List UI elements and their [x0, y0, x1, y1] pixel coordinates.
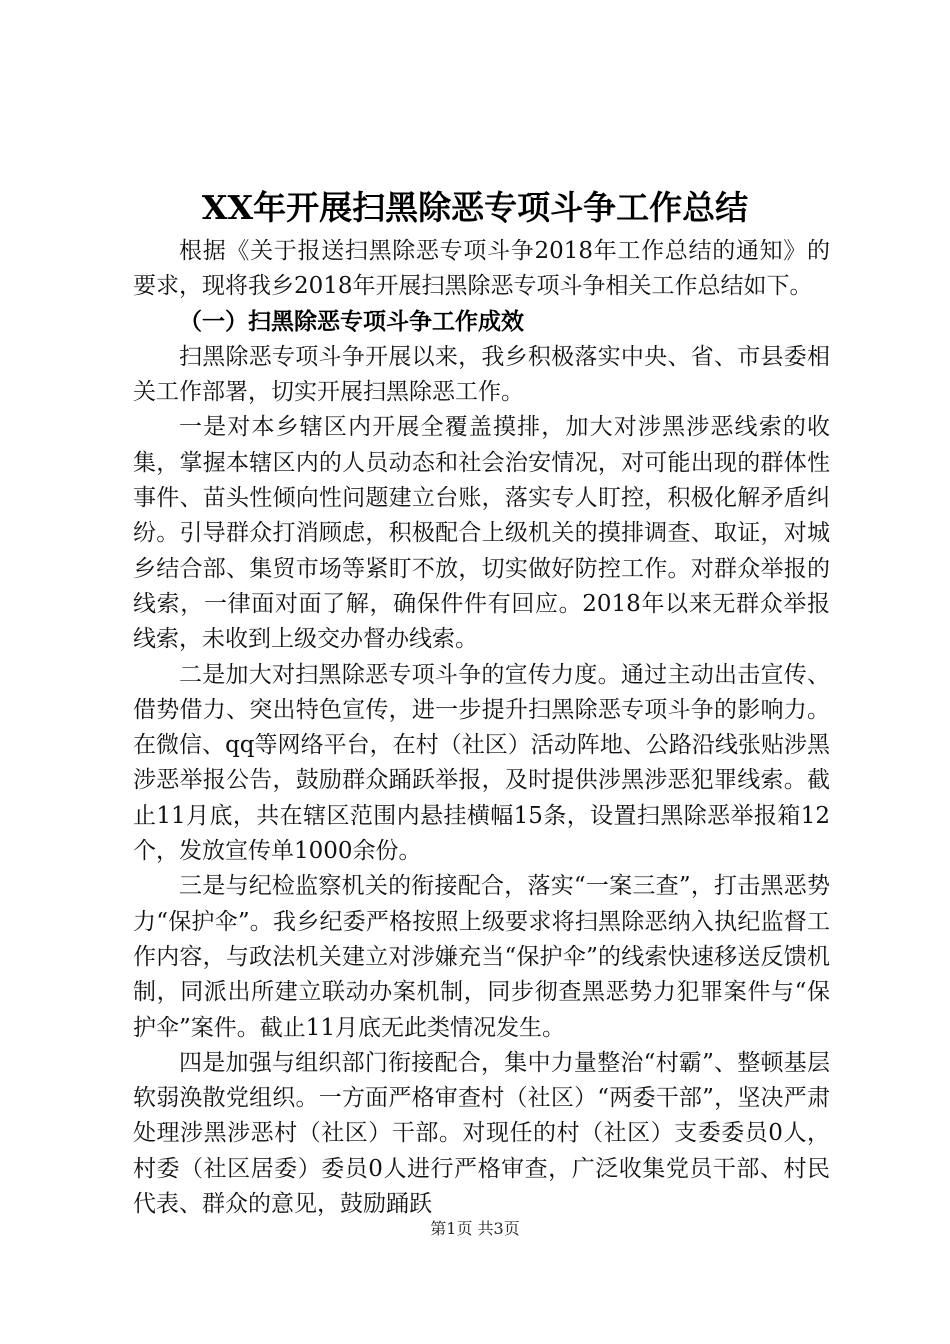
section-heading: （一）扫黑除恶专项斗争工作成效	[179, 308, 524, 335]
document-title: XX年开展扫黑除恶专项斗争工作总结	[201, 188, 749, 227]
document-body	[133, 234, 830, 1222]
paragraph-point-four: 四是加强与组织部门衔接配合，集中力量整治“村霸”、整顿基层软弱涣散党组织。一方面严格审查村（社区）“两委干部”，坚决严肃处理涉黑涉恶村（社区）干部。对现任的村（社区）支委委员0人，村委（社区居委）委员0人进行严格审查，广泛收集党员干部、村民代表、群众的意见，鼓励踊跃	[133, 1049, 830, 1218]
paragraph-point-two: 二是加大对扫黑除恶专项斗争的宣传力度。通过主动出击宣传、借势借力、突出特色宣传，进一步提升扫黑除恶专项斗争的影响力。在微信、qq等网络平台，在村（社区）活动阵地、公路沿线张贴涉黑涉恶举报公告，鼓励群众踊跃举报，及时提供涉黑涉恶犯罪线索。截止11月底，共在辖区范围内悬挂横幅15条，设置扫黑除恶举报箱12个，发放宣传单1000余份。	[133, 661, 830, 865]
paragraph-point-one: 一是对本乡辖区内开展全覆盖摸排，加大对涉黑涉恶线索的收集，掌握本辖区内的人员动态和社会治安情况，对可能出现的群体性事件、苗头性倾向性问题建立台账，落实专人盯控，积极化解矛盾纠纷。引导群众打消顾虑，积极配合上级机关的摸排调查、取证，对城乡结合部、集贸市场等紧盯不放，切实做好防控工作。对群众举报的线索，一律面对面了解，确保件件有回应。2018年以来无群众举报线索，未收到上级交办督办线索。	[133, 414, 830, 653]
paragraph-overview: 扫黑除恶专项斗争开展以来，我乡积极落实中央、省、市县委相关工作部署，切实开展扫黑除恶工作。	[133, 343, 830, 406]
intro-paragraph: 根据《关于报送扫黑除恶专项斗争2018年工作总结的通知》的要求，现将我乡2018年开展扫黑除恶专项斗争相关工作总结如下。	[133, 238, 830, 300]
paragraph-point-three: 三是与纪检监察机关的衔接配合，落实“一案三查”，打击黑恶势力“保护伞”。我乡纪委严格按照上级要求将扫黑除恶纳入执纪监督工作内容，与政法机关建立对涉嫌充当“保护伞”的线索快速移送反馈机制，同派出所建立联动办案机制，同步彻查黑恶势力犯罪案件与“保护伞”案件。截止11月底无此类情况发生。	[133, 873, 830, 1041]
page-number-footer: 第1页 共3页	[430, 1219, 520, 1238]
